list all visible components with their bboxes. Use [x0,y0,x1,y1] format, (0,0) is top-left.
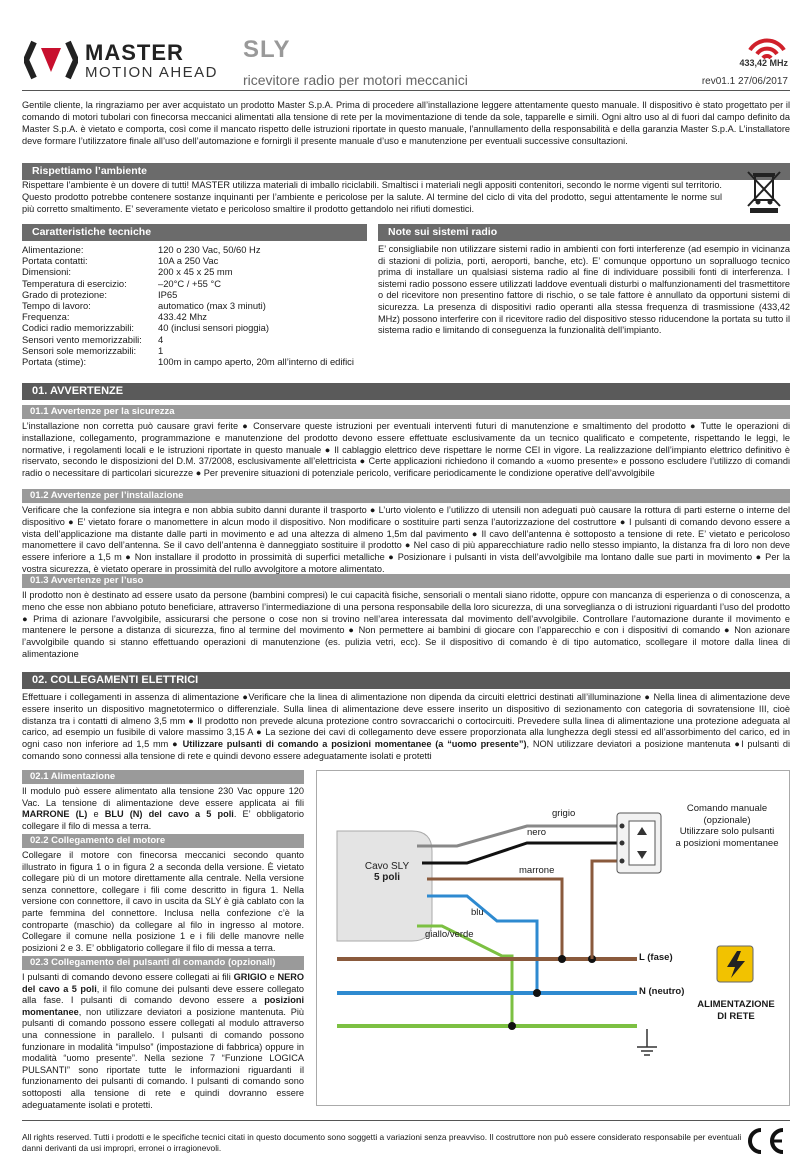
spec-key: Dimensioni: [22,266,71,278]
t3f: posizioni momentanee [22,995,304,1017]
section-01-1-header: 01.1 Avvertenze per la sicurezza [22,405,790,419]
t3e: , il filo comune dei pulsanti deve essere collegato alla fase. I pulsanti di comando devono essere a [22,983,304,1006]
spec-row [22,300,367,311]
manual-note-2: a posizioni momentanee [675,837,779,849]
product-title: SLY [243,36,291,63]
t3g: , non utilizzare deviatori a posizione mantenuta. Più pulsanti di comando possono essere collegati al modulo attraverso una connessione in parallelo. I pulsanti di comando possono funzionare in modalità “impulso” (impostazione di fabbrica) oppure in modalità “uomo presente”. Nella sezione 7 “Funzione LOGICA PULSANTI” sono riportate tutte le informazioni riguardanti il funzionamento dei pulsanti di comando. I pulsanti di comando sono sottoposti alla tensione di rete e quindi dovranno essere adeguatamente isolati e protetti. [22,1006,304,1110]
label-yellow-green: giallo/verde [425,929,474,940]
spec-key: Codici radio memorizzabili: [22,322,135,334]
radio-notes-header: Note sui sistemi radio [378,224,790,241]
section-01-3-header: 01.3 Avvertenze per l’uso [22,574,790,588]
label-blue: blu [471,907,484,918]
spec-value: 433.42 Mhz [158,311,207,323]
spec-key: Tempo di lavoro: [22,300,91,312]
spec-row [22,266,367,277]
wire-yellow-green [417,926,512,1026]
label-brown: marrone [519,865,555,876]
master-logo-icon [24,40,78,80]
junction [533,989,541,997]
spec-value: 200 x 45 x 25 mm [158,266,233,278]
section-01-2-text: Verificare che la confezione sia integra e non abbia subito danni durante il trasporto ● L’urto violento e l’utilizzo di utensili non adeguati può causare la rottura di parti esterne o interne del dispositivo ● E’ vietato forare o manomettere in alcun modo il dispositivo. Non modificare o sostituire parti senza l’autorizzazione del costruttore ● I pulsanti di comando devono essere a vista dell’applicazione ma distante dalle parti in movimento e ad una altezza di almeno 1,5m dal pavimento ● Il cavo dell’antenna è sottoposto a tensione di rete. E’ vietato e pericoloso manomettere il cavo dell’antenna. Se il cavo dell’antenna è danneggiato sostituire il prodotto ● Nel caso di più apparecchiature radio nello stesso impianto, la distanza fra di loro non deve essere inferiore a 1,5 m ● Non installare il prodotto in prossimità di superfici metalliche ● Posizionare i pulsanti in vista dell’avvolgibile ma lontano dalle sue parti in movimento ● Per la vostra sicurezza, è vietato operare in prossimità del rullo avvolgitore a motore alimentato. [22,505,790,574]
spec-value: –20°C / +55 °C [158,277,222,289]
power-line-2: DI RETE [717,1010,755,1022]
label-phase: L (fase) [639,952,673,963]
t3a: I pulsanti di comando devono essere collegati ai fili [22,972,234,982]
brand-tagline: MOTION AHEAD [85,64,219,81]
cable-sub: 5 poli [373,872,401,883]
t3b: GRIGIO [233,972,267,982]
frequency-label: 433,42 MHz [739,58,788,68]
wiring-diagram [316,770,790,1106]
manual-command-label [667,803,787,849]
cable-label [357,861,417,883]
t1a: Il modulo può essere alimentato alla tensione 230 Vac oppure 120 Vac. La tensione di alimentazione deve essere applicata ai fili [22,786,304,808]
t1e: . E’ obbligatorio collegare il filo di messa a terra. [22,809,304,831]
t1b: MARRONE (L) [22,809,88,820]
cable-title: Cavo SLY [364,861,410,872]
spec-value: 4 [158,333,164,345]
footer-text: All rights reserved. Tutti i prodotti e le specifiche tecnici citati in questo documento sono soggetti a variazioni senza preavviso. Il costruttore non può essere considerato responsabile per eventuali danni derivanti da usi impropri, erronei o irragionevoli. [22,1132,742,1153]
specs-table [22,244,367,367]
spec-value: 10A a 250 Vac [158,255,219,267]
spec-key: Portata contatti: [22,255,88,267]
spec-row [22,345,367,356]
spec-value: 120 o 230 Vac, 50/60 Hz [158,244,261,255]
radio-notes-text: E’ consigliabile non utilizzare sistemi radio in ambienti con forti interferenze (ad esempio in vicinanza di stazioni di polizia, porti, aeroporti, banche, etc). E’ comunque opportuno un sopralluogo tecnico prima di installare un qualsiasi sistema radio al fine di individuare possibili fonti di interferenza. I sistemi radio possono essere utilizzati laddove eventuali disturbi o malfunzionamenti del trasmettitore o del ricevitore non presentino fattore di rischio, o se tale fattore è annullato da opportuni sistemi di sicurezza. La presenza di dispositivi radio operanti alla stessa frequenza di trasmissione (433,42 MHz) possono interferire con il ricevitore radio del dispositivo stesso riducendone la portata su tutto il sistema radio e limitando di conseguenza la funzionalità dell’impianto. [378,244,790,336]
specs-header: Caratteristiche tecniche [22,224,367,241]
product-subtitle: ricevitore radio per motori meccanici [243,72,468,88]
t3c: e [266,972,278,982]
wire-common [592,861,617,959]
spec-value: 40 (inclusi sensori pioggia) [158,322,269,334]
manual-note-1: Utilizzare solo pulsanti [679,826,775,837]
spec-row [22,289,367,300]
brand-name: MASTER [85,40,184,65]
label-black: nero [527,827,547,838]
section-02-3-header: 02.3 Collegamento dei pulsanti di comando (opzionali) [22,956,304,970]
spec-key: Portata (stime): [22,356,87,368]
section-01-3-text: Il prodotto non è destinato ad essere usato da persone (bambini compresi) le cui capacità fisiche, sensoriali o mentali siano ridotte, oppure con mancanza di esperienza o di conoscenza, a meno che esse non abbiano potuto beneficiare, attraverso l’intermediazione di una persona responsabile della loro sicurezza, di una sorveglianza o di istruzioni riguardanti l’uso del prodotto ● Prima di azionare l’avvolgibile, assicurarsi che persone o cose non si trovino nell’area interessata dal movimento dell’avvolgibile. Controllare l’automazione durante il movimento e mantenere le persone a distanza di sicurezza, fino al termine del movimento ● Non permettere ai bambini di giocare con l’apparecchio e con i dispositivi di comando ● Non azionare l’avvolgibile quando si stanno effettuando operazioni di manutenzione (es. pulizia vetri, ecc). Se il dispositivo di comando è di tipo automatico, scollegare il motore dalla linea di alimentazione [22,590,790,659]
section-02-2-text: Collegare il motore con finecorsa meccanici secondo quanto illustrato in figura 1 o in figura 2 a seconda della versione. È vietato collegare più di un motore direttamente alla centrale. Nella versione senza connettore, collegare i fili come descritto in figura 1. Nella versione con connettore, il cavo in uscita da SLY è già cablato con la parte femmina del connettore. Inclusa nella confezione c’è la controparte (maschio) da collegare al filo in ingresso al motore. Collegare il comune nella posizione 1 e i fili delle manovre nelle posizioni 2 e 3. E’ obbligatorio collegare il filo di messa a terra. [22,850,304,953]
t1d: BLU (N) del cavo a 5 poli [104,809,234,820]
manual-title: Comando manuale [686,803,768,814]
spec-row [22,356,367,367]
spec-key: Sensori sole memorizzabili: [22,344,137,356]
spec-key: Temperatura di esercizio: [22,277,127,289]
section-02-intro-c: , NON utilizzare deviatori a posizione mantenuta ●I pulsanti di comando sono connessi alla tensione di rete e quindi devono essere adeguatamente isolati e protetti [22,739,790,761]
spec-row [22,322,367,333]
intro-paragraph: Gentile cliente, la ringraziamo per aver acquistato un prodotto Master S.p.A. Prima di procedere all’installazione leggere attentamente questo manuale. Il dispositivo è stato progettato per il comando di motori tubolari con finecorsa meccanici alimentati alla tensione di rete per la movimentazione di tende da sole, tapparelle e simili. Ogni altro uso al di fuori dal campo definito da Master S.p.A. è vietato e comporta, così come il mancato rispetto delle istruzioni riportate in questo manuale, l’annullamento della responsabilità e della garanzia Master S.p.A. L’installatore deve formare l’utilizzatore finale all’uso dell’automazione e fornirgli il presente manuale d’uso e manutenzione per eventuali successive consultazioni. [22,100,790,146]
footer-divider [22,1120,790,1121]
spec-row [22,244,367,255]
section-02-3-text [22,972,304,1111]
spec-key: Grado di protezione: [22,288,107,300]
section-02-2-header: 02.2 Collegamento del motore [22,834,304,848]
section-02-intro-a: Effettuare i collegamenti in assenza di alimentazione ●Verificare che la linea di alimentazione non dipenda da circuiti elettrici destinati all’illuminazione ● Nella linea di alimentazione deve essere inserito un dispositivo magnetotermico o differenziale. Sulla linea di alimentazione deve essere inserito un dispositivo di sezionamento con categoria di sovratensione III, cioè distanza tra i contatti di almeno 3,5 mm ● Il prodotto non prevede alcuna protezione contro sovraccarichi o cortocircuiti. Prevedere sulla linea di alimentazione una protezione adeguata al carico, ad esempio un fusibile di valore massimo 3,15 A ● La sezione dei cavi di collegamento deve essere proporzionata alla lunghezza degli stessi ed all’assorbimento del carico, ed in ogni caso non inferiore ad 1,5 mm ● [22,692,790,750]
section-02-header: 02. COLLEGAMENTI ELETTRICI [22,672,790,689]
environment-header: Rispettiamo l’ambiente [22,163,790,180]
ce-mark-icon [743,1126,787,1156]
section-01-header: 01. AVVERTENZE [22,383,790,400]
label-grey: grigio [552,808,576,819]
spec-key: Alimentazione: [22,244,84,255]
power-line-1: ALIMENTAZIONE [697,999,775,1010]
mains-power-label [695,999,777,1022]
environment-text: Rispettare l’ambiente è un dovere di tutti! MASTER utilizza materiali di imballo riciclabili. Smaltisci i materiali negli appositi contenitori, secondo le norme vigenti sul territorio. Questo prodotto potrebbe contenere sostanze inquinanti per l’ambiente e pericolose per la salute. Al termine del ciclo di vita del prodotto, segui attentamente le norme sul più corretto smaltimento. E’ severamente vietato e pericoloso smaltire il prodotto gettandolo nei rifiuti domestici. [22,180,722,214]
header [0,0,808,95]
manual-optional: (opzionale) [703,814,751,826]
spec-value: 1 [158,344,164,356]
section-01-1-text: L’installazione non corretta può causare gravi ferite ● Conservare queste istruzioni per eventuali interventi futuri di manutenzione e smaltimento del prodotto ● Tutte le operazioni di installazione, collegamento, programmazione e manutenzione del prodotto devono essere effettuate esclusivamente da un tecnico qualificato e competente, rispettando le leggi, le normative, i regolamenti locali e le istruzioni riportate in questo manuale ● Il cablaggio elettrico deve rispettare le norme CEI in vigore. La realizzazione dell’impianto elettrico definitivo è riservato, secondo le disposizioni del D.M. 37/2008, esclusivamente all’elettricista ● Certe applicazioni richiedono il comando a «uomo presente» e possono escludere l’utilizzo di comandi radio o necessitare di particolari sicurezze ● Per prevenire situazioni di potenziale pericolo, verificare periodicamente le condizione operative dell’avvolgibile [22,421,790,479]
section-02-1-header: 02.1 Alimentazione [22,770,304,784]
spec-key: Sensori vento memorizzabili: [22,333,142,345]
spec-row [22,255,367,266]
weee-bin-icon [742,168,786,214]
t1c: e [87,809,105,820]
t3d: NERO del cavo a 5 poli [22,972,304,994]
spec-row [22,334,367,345]
revision-label: rev01.1 27/06/2017 [701,76,788,87]
section-02-intro [22,692,790,763]
divider [22,90,790,91]
spec-row [22,311,367,322]
spec-key: Frequenza: [22,311,70,323]
junction [508,1022,516,1030]
junction [558,955,566,963]
label-neutral: N (neutro) [639,986,685,997]
spec-value: IP65 [158,288,178,300]
spec-value: automatico (max 3 minuti) [158,300,266,312]
section-01-2-header: 01.2 Avvertenze per l’installazione [22,489,790,503]
spec-row [22,278,367,289]
spec-value: 100m in campo aperto, 20m all’interno di edifici [158,356,354,368]
section-02-1-text [22,786,304,832]
section-02-intro-b: Utilizzare pulsanti di comando a posizioni momentanee (a “uomo presente”) [182,739,527,750]
